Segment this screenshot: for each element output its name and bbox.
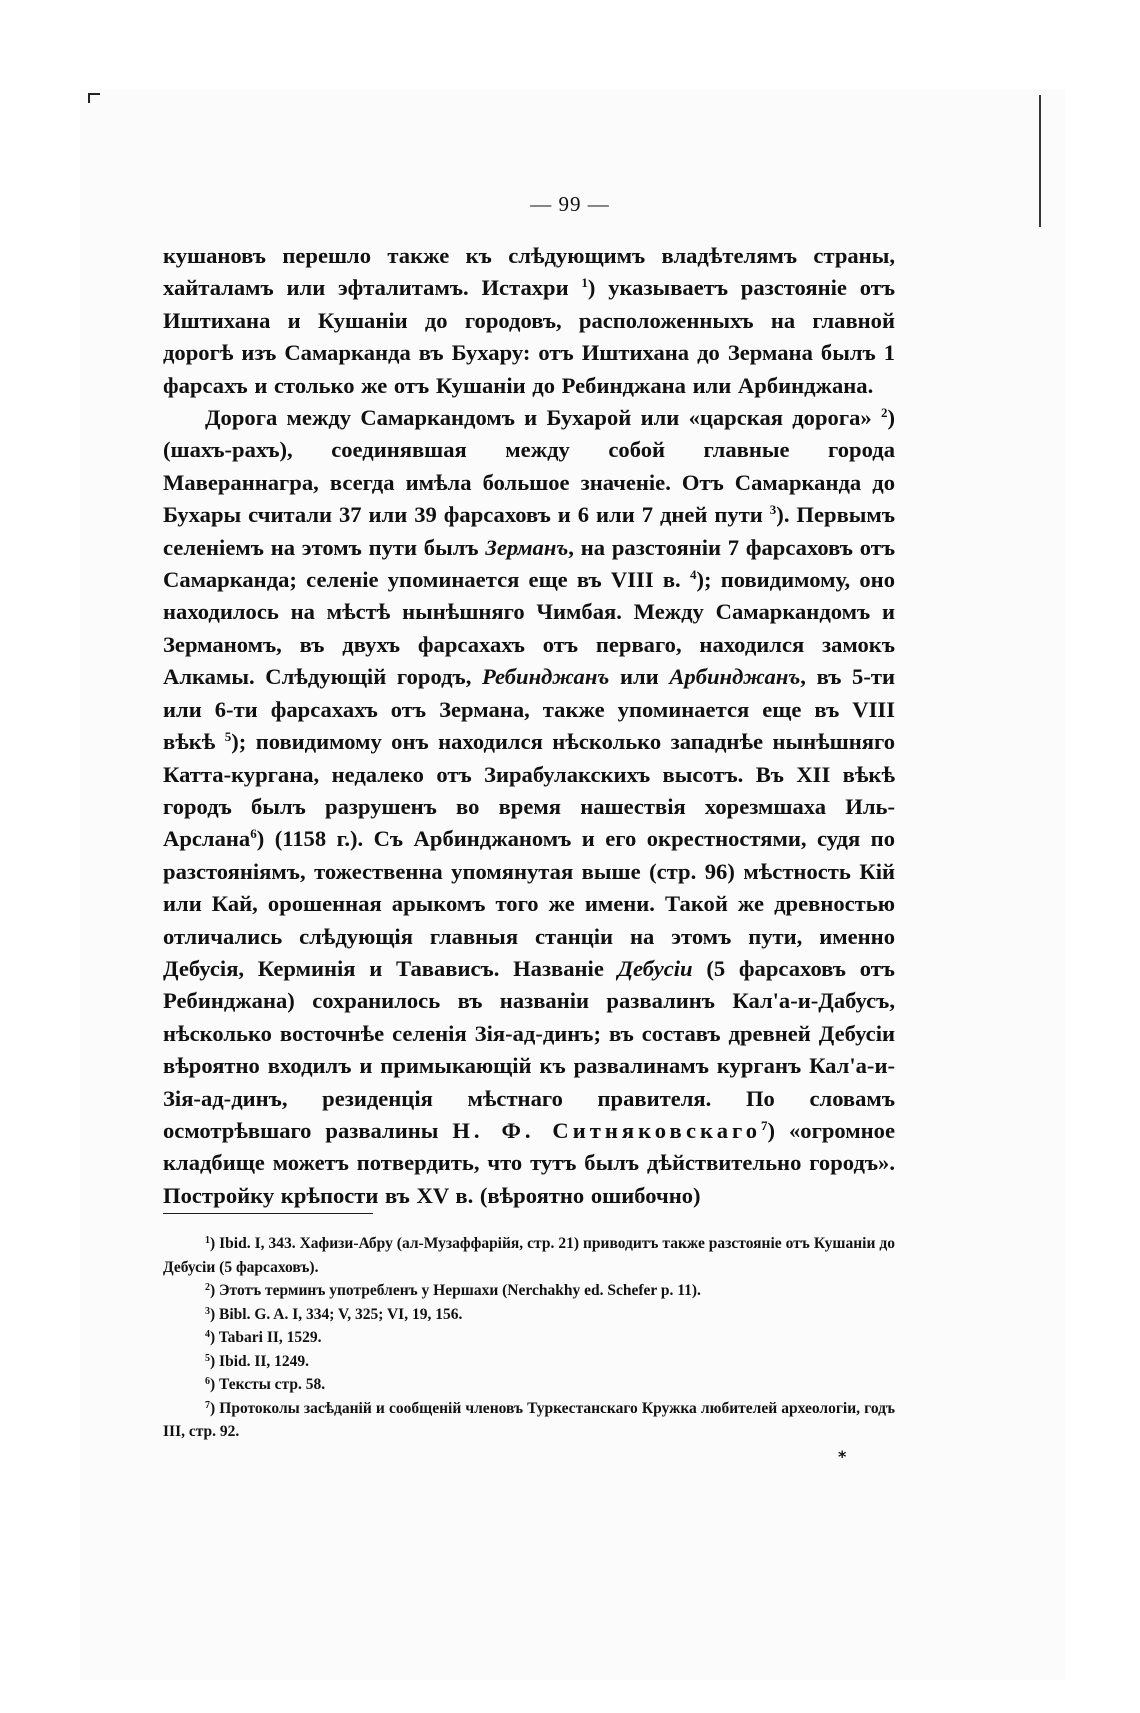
footnote-ref-1: 1: [581, 275, 588, 291]
main-text: [163, 240, 895, 1212]
place-name-zerman: Зерманъ: [485, 534, 569, 560]
footnote-ref-2: 2: [880, 405, 888, 421]
footnote-ref-7: 7: [761, 1117, 768, 1133]
footnote-item: $^7$) Протоколы засѣданій и сообщеній членовъ Туркестанскаго Кружка любителей археологіи, годъ III, стр. 92.: [163, 1399, 895, 1440]
footnote-item: $^6$) Тексты стр. 58.: [205, 1376, 326, 1393]
paragraph-2: Дорога между Самаркандомъ и Бухарой или «царская дорога» $^2$) (шахъ-рахъ), соединявшая между собой главные города Мавераннагра, всегда имѣла большое значеніе. Отъ Самарканда до Бухары считали 37 или 39 фарсаховъ и 6 или 7 дней пути $^3$). Первымъ селеніемъ на этомъ пути былъ Зерманъ, на разстояніи 7 фарсаховъ отъ Самарканда; селеніе упоминается еще въ VIII в. $^4$); повидимому, оно находилось на мѣстѣ нынѣшняго Чимбая. Между Самаркандомъ и Зерманомъ, въ двухъ фарсахахъ отъ перваго, находился замокъ Алкамы. Слѣдующій городъ, Ребинджанъ или Арбинджанъ, въ 5-ти или 6-ти фарсахахъ отъ Зермана, также упоминается еще въ VIII вѣкѣ $^5$); повидимому онъ находился нѣсколько западнѣе нынѣшняго Катта-кургана, недалеко отъ Зирабулакскихъ высотъ. Въ XII вѣкѣ городъ былъ разрушенъ во время нашествія хорезмшаха Иль-Арслана$^6$) (1158 г.). Съ Арбинджаномъ и его окрестностями, судя по разстояніямъ, тожественна упомянутая выше (стр. 96) мѣстность Кій или Кай, орошенная арыкомъ того же имени. Такой же древностью отличались слѣдующія главныя станціи на этомъ пути, именно Дебусія, Керминія и Тавависъ. Названіе Дебусіи (5 фарсаховъ отъ Ребинджана) сохранилось въ названіи развалинъ Кал'а-и-Дабусъ, нѣсколько восточнѣе селенія Зія-ад-динъ; въ составъ древней Дебусіи вѣроятно входилъ и примыкающій къ развалинамъ курганъ Кал'а-и-Зія-ад-динъ, резиденція мѣстнаго правителя. По словамъ осмотрѣвшаго развалины Н. Ф. Ситняковскаго$^7$) «огромное кладбище можетъ потвердить, что тутъ былъ дѣйствительно городъ». Постройку крѣпости въ XV в. (вѣроятно ошибочно): [163, 405, 895, 1208]
signature-mark: *: [838, 1447, 847, 1466]
author-name: Н. Ф. Ситняковскаго: [452, 1117, 762, 1143]
footnotes: [163, 1232, 895, 1444]
page-number: — 99 —: [530, 192, 610, 216]
footnote-divider: [163, 1213, 373, 1214]
scan-corner-mark: [88, 93, 100, 103]
footnote-item: $^3$) Bibl. G. A. I, 334; V, 325; VI, 19, 156.: [205, 1305, 463, 1323]
footnote-ref-6: 6: [250, 826, 257, 842]
footnote-item: $^4$) Tabari II, 1529.: [205, 1329, 322, 1346]
place-name-arbindzhan: Арбинджанъ: [669, 664, 801, 690]
footnote-ref-5: 5: [224, 729, 232, 745]
footnote-item: $^5$) Ibid. II, 1249.: [205, 1352, 310, 1370]
place-name-rebindzhan: Ребинджанъ: [482, 664, 610, 690]
footnote-item: $^2$) Этотъ терминъ употребленъ у Нершахи (Nerchakhy ed. Schefer p. 11).: [205, 1282, 701, 1299]
footnote-ref-4: 4: [689, 567, 697, 583]
footnote-ref-3: 3: [769, 502, 777, 518]
footnote-item: $^1$) Ibid. I, 343. Хафизи-Абру (ал-Музаффарійя, стр. 21) приводитъ также разстояніе отъ Кушаніи до Дебусіи (5 фарсаховъ).: [163, 1235, 895, 1276]
place-name-debusiya: Дебусіи: [617, 955, 693, 981]
paragraph-1: кушановъ перешло также къ слѣдующимъ владѣтелямъ страны, хайталамъ или эфталитамъ. Истахри $^1$) указываетъ разстояніе отъ Иштихана и Кушаніи до городовъ, расположенныхъ на главной дорогѣ изъ Самарканда въ Бухару: отъ Иштихана до Зермана былъ 1 фарсахъ и столько же отъ Кушаніи до Ребинджана или Арбинджана.: [163, 243, 895, 398]
